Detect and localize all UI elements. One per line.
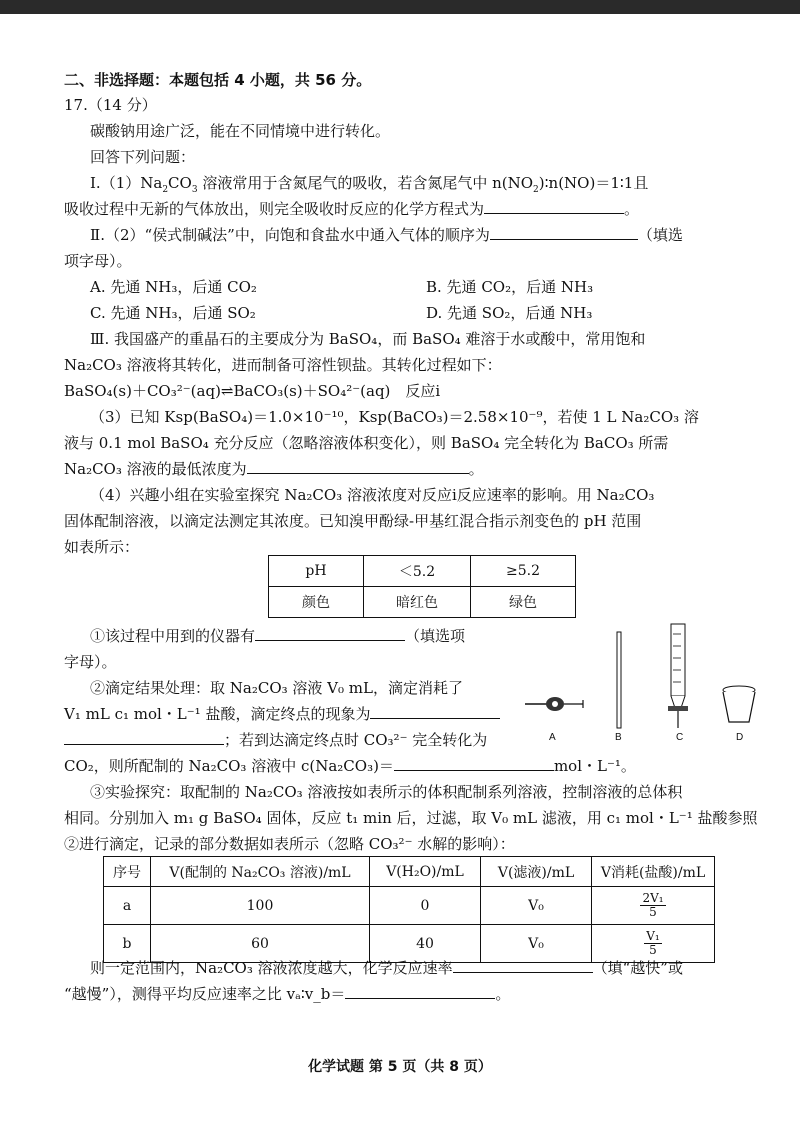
ph-cell: 绿色 [471, 587, 576, 618]
final-line1: 则一定范围内，Na₂CO₃ 溶液浓度越大，化学反应速率 （填“越快”或 [90, 959, 683, 977]
sub2-line1: ②滴定结果处理：取 Na₂CO₃ 溶液 V₀ mL，滴定消耗了 [90, 679, 463, 697]
table-header: V(配制的 Na₂CO₃ 溶液)/mL [151, 857, 370, 887]
q4-line1: （4）兴趣小组在实验室探究 Na₂CO₃ 溶液浓度对反应ⅰ反应速率的影响。用 Na₂CO₃ [90, 486, 655, 504]
table-row: b 60 40 V₀ $\frac{\text{V₁}}{5}$ [104, 925, 715, 963]
part1-line2: 吸收过程中无新的气体放出，则完全吸收时反应的化学方程式为 。 [64, 200, 640, 218]
sub1-line1: ①该过程中用到的仪器有 （填选项 [90, 627, 466, 645]
q3-line1: （3）已知 Ksp(BaSO₄)＝1.0×10⁻¹⁰，Ksp(BaCO₃)＝2.58×10⁻⁹，若使 1 L Na₂CO₃ 溶 [90, 408, 699, 426]
part3-line1: Ⅲ. 我国盛产的重晶石的主要成分为 BaSO₄，而 BaSO₄ 难溶于水或酸中，常用饱和 [90, 330, 646, 348]
apparatus-b-icon [617, 632, 621, 728]
ph-cell: 暗红色 [364, 587, 471, 618]
q3-line2: 液与 0.1 mol BaSO₄ 充分反应（忽略溶液体积变化），则 BaSO₄ 完全转化为 BaCO₃ 所需 [64, 434, 669, 452]
table-header: V(H₂O)/mL [370, 857, 481, 887]
fraction: $\frac{\text{V₁}}{5}$ [646, 929, 660, 957]
table-header: 序号 [104, 857, 151, 887]
table-header: V(滤液)/mL [481, 857, 592, 887]
ph-header: pH [269, 556, 364, 587]
q4-line2: 固体配制溶液，以滴定法测定其浓度。已知溴甲酚绿-甲基红混合指示剂变色的 pH 范围 [64, 512, 642, 530]
answer-blank-8[interactable] [345, 984, 495, 999]
option-d: D. 先通 SO₂，后通 NH₃ [426, 304, 593, 322]
apparatus-label-d: D [736, 732, 744, 743]
answer-blank-4[interactable] [255, 626, 405, 641]
q3-line3: Na₂CO₃ 溶液的最低浓度为 。 [64, 460, 484, 478]
apparatus-c-icon [668, 624, 688, 728]
part2-line1: Ⅱ.（2）“侯式制碱法”中，向饱和食盐水中通入气体的顺序为 （填选 [90, 226, 683, 244]
sub3-line3: ②进行滴定，记录的部分数据如表所示（忽略 CO₃²⁻ 水解的影响）： [64, 835, 515, 853]
ph-table [268, 555, 576, 618]
option-b: B. 先通 CO₂，后通 NH₃ [426, 278, 594, 296]
part1-line1: $Ⅰ.(1)Na_2CO_3$ 溶液常用于含氮尾气的吸收，若含氮尾气中 $n(NO_2)∶n(NO)=1∶1$且 [90, 174, 649, 195]
apparatus-a-icon [525, 697, 583, 711]
answer-blank-5b[interactable] [64, 730, 224, 745]
data-table [103, 856, 715, 963]
sub3-line1: ③实验探究：取配制的 Na₂CO₃ 溶液按如表所示的体积配制系列溶液，控制溶液的总体积 [90, 783, 683, 801]
ph-header: ≥5.2 [471, 556, 576, 587]
part3-line2: Na₂CO₃ 溶液将其转化，进而制备可溶性钡盐。其转化过程如下： [64, 356, 502, 374]
answer-blank-2[interactable] [490, 225, 638, 240]
section-heading: 二、非选择题：本题包括 4 小题，共 56 分。 [64, 71, 372, 89]
sub2-line4: CO₂，则所配制的 Na₂CO₃ 溶液中 c(Na₂CO₃)＝ mol・L⁻¹。 [64, 757, 636, 775]
option-a: A. 先通 NH₃，后通 CO₂ [90, 278, 257, 296]
page-footer: 化学试题 第 5 页（共 8 页） [308, 1059, 492, 1075]
apparatus-figure [525, 618, 795, 748]
answer-blank-5[interactable] [370, 704, 500, 719]
apparatus-label-c: C [676, 732, 684, 743]
question-number: 17.（14 分） [64, 96, 157, 114]
ph-header: ＜5.2 [364, 556, 471, 587]
option-c: C. 先通 NH₃，后通 SO₂ [90, 304, 256, 322]
sub3-line2: 相同。分别加入 m₁ g BaSO₄ 固体，反应 t₁ min 后，过滤，取 V₀ mL 滤液，用 c₁ mol・L⁻¹ 盐酸参照 [64, 809, 758, 827]
apparatus-label-b: B [615, 732, 622, 743]
answer-blank-3[interactable] [247, 459, 469, 474]
part2-line2: 项字母）。 [64, 252, 132, 270]
q4-line3: 如表所示： [64, 538, 140, 556]
apparatus-d-icon [723, 686, 755, 722]
ph-cell: 颜色 [269, 587, 364, 618]
answer-blank-1[interactable] [484, 199, 624, 214]
question-prompt: 回答下列问题： [90, 148, 196, 166]
table-header: V消耗(盐酸)/mL [592, 857, 715, 887]
apparatus-label-a: A [549, 732, 556, 743]
sub2-line2: V₁ mL c₁ mol・L⁻¹ 盐酸，滴定终点的现象为 [64, 703, 500, 725]
fraction: $\frac{\text{2V₁}}{5}$ [642, 891, 664, 919]
table-row: a 100 0 V₀ $\frac{\text{2V₁}}{5}$ [104, 887, 715, 925]
reaction-equation: BaSO₄(s)＋CO₃²⁻(aq)⇌BaCO₃(s)＋SO₄²⁻(aq) 反应ⅰ [64, 382, 441, 400]
answer-blank-7[interactable] [453, 958, 593, 973]
sub2-line3: ；若到达滴定终点时 CO₃²⁻ 完全转化为 [64, 729, 487, 751]
answer-blank-6[interactable] [394, 756, 554, 771]
sub1-line2: 字母）。 [64, 653, 117, 671]
question-intro: 碳酸钠用途广泛，能在不同情境中进行转化。 [90, 122, 391, 140]
top-border [0, 0, 800, 14]
final-line2: “越慢”），测得平均反应速率之比 vₐ∶v_b＝ 。 [64, 985, 511, 1003]
